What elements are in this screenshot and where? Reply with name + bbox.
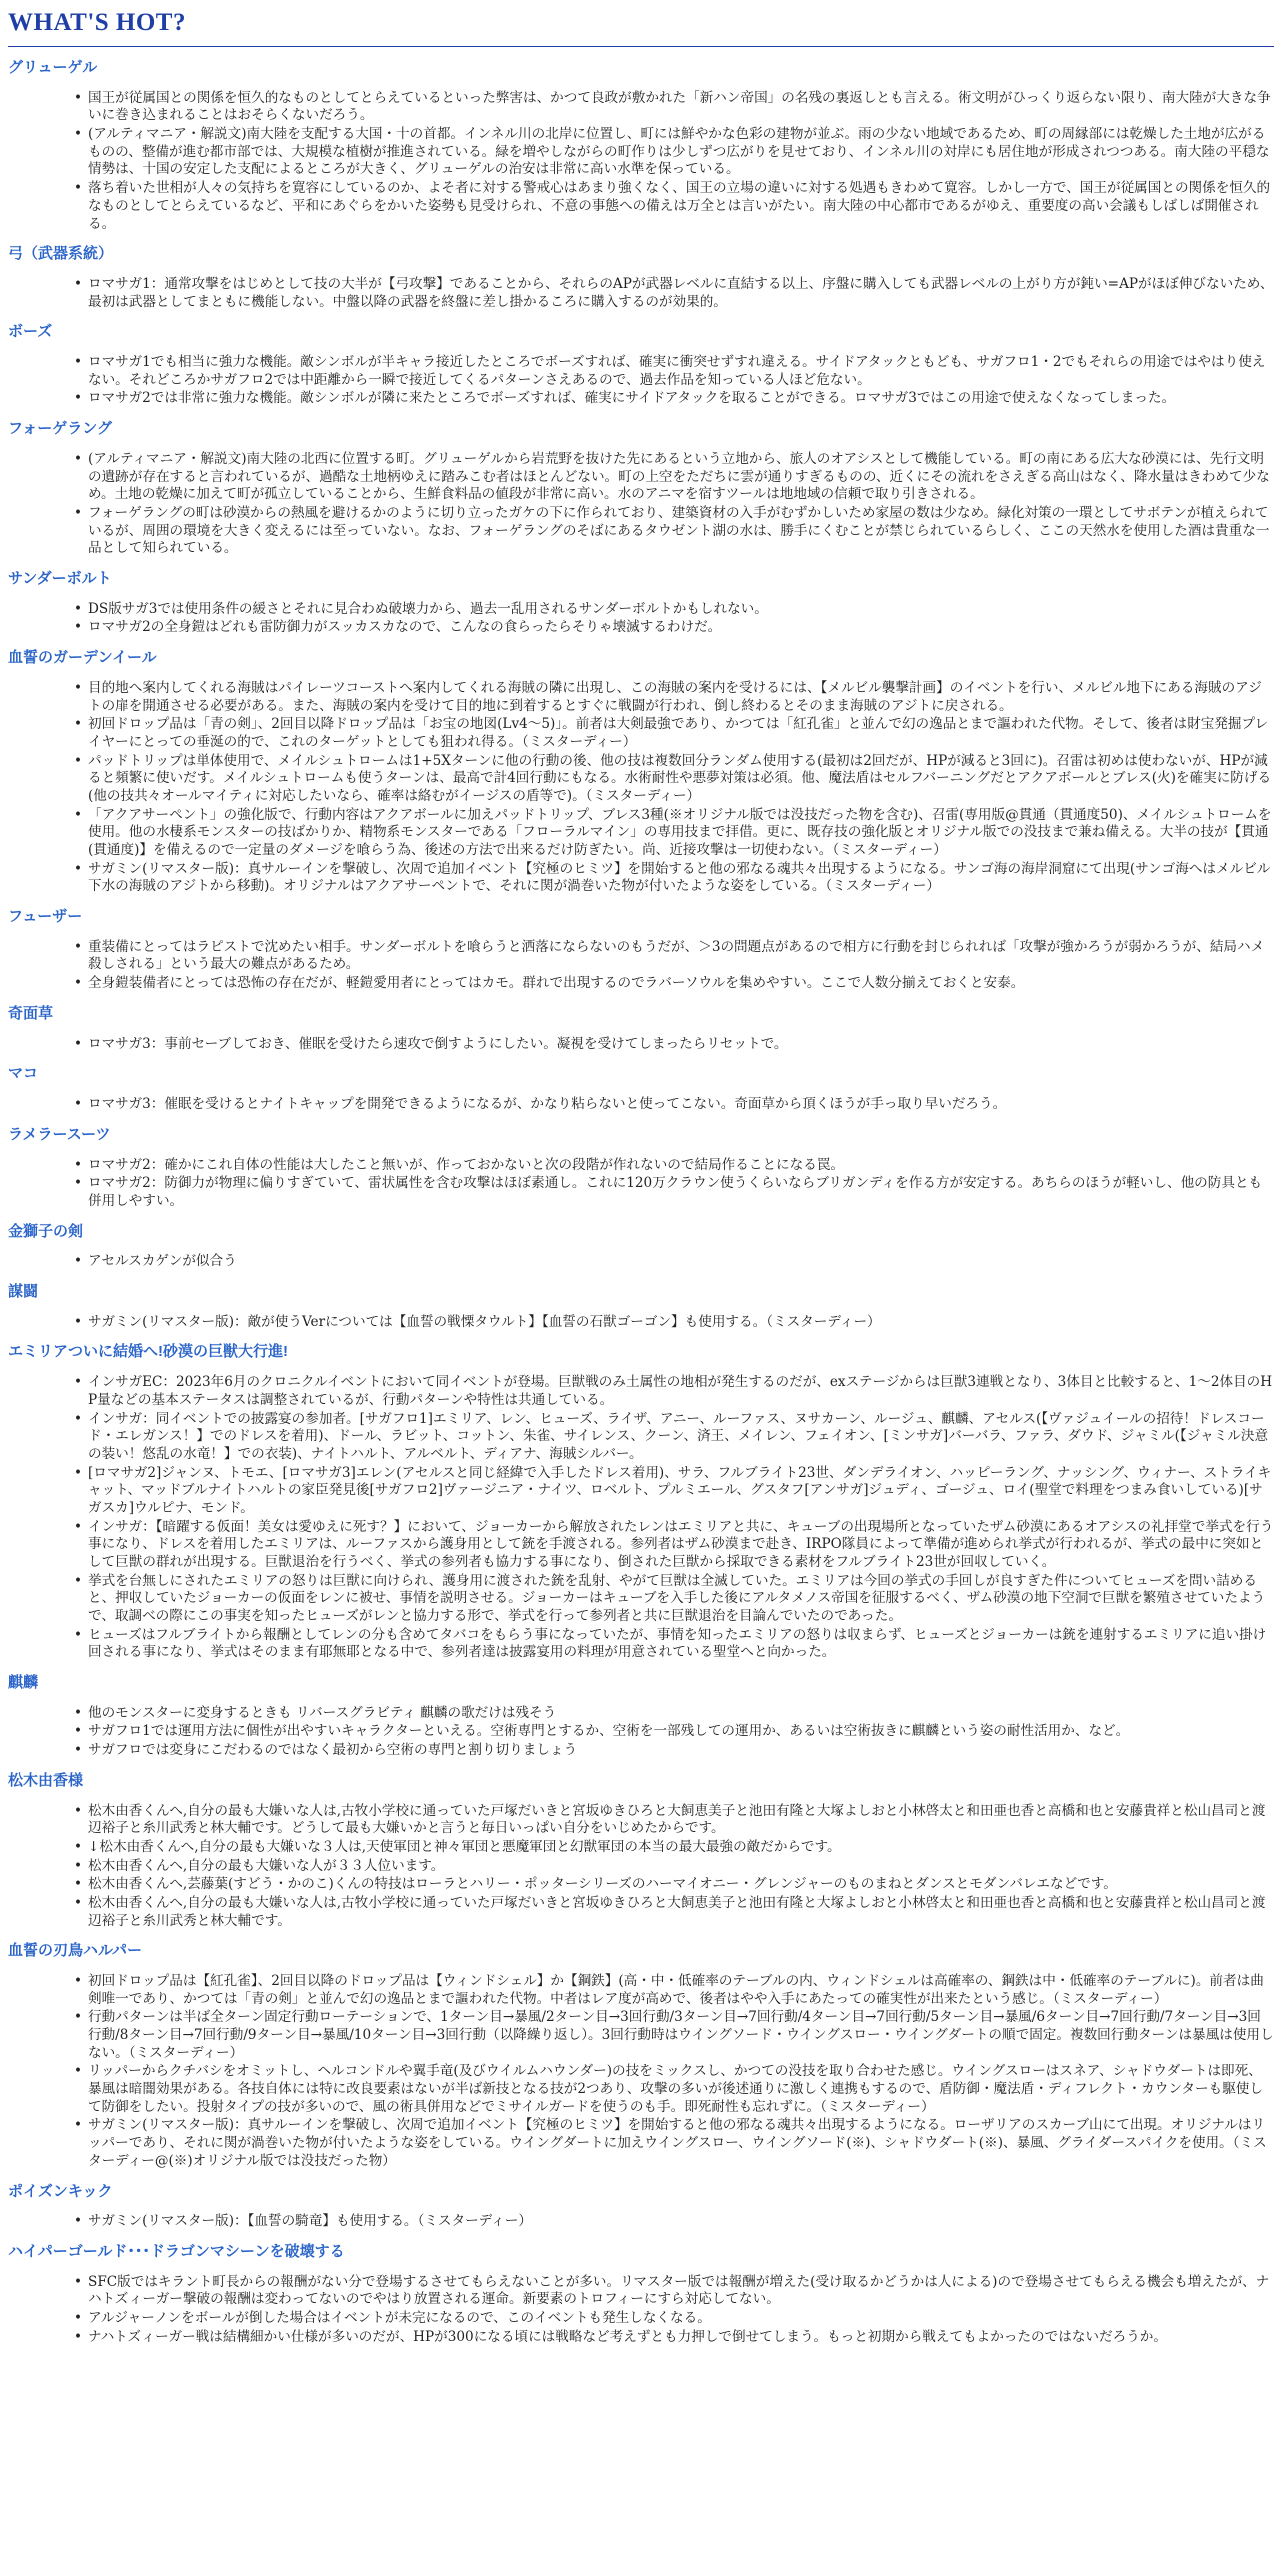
section — [8, 907, 1274, 993]
list-item: • ロマサガ1：通常攻撃をはじめとして技の大半が【弓攻撃】であることから、それらのAPが武器レベルに直結する以上、序盤に購入しても武器レベルの上がり方が鈍い=APがほぼ伸びないため、最初は武器としてまともに機能しない。中盤以降の武器を終盤に差し掛かるころに購入するのが効果的。 — [88, 276, 1274, 311]
section-heading[interactable]: ハイパーゴールド･･･ドラゴンマシーンを破壊する — [8, 2242, 345, 2260]
section-heading[interactable]: 麒麟 — [8, 1674, 39, 1691]
section-heading[interactable]: 血誓のガーデンイール — [8, 649, 157, 667]
section-heading[interactable]: フォーゲラング — [8, 420, 112, 438]
section — [8, 1064, 1274, 1113]
list-item: • SFC版ではキラント町長からの報酬がない分で登場するさせてもらえないことが多い。リマスター版では報酬が増えた(受け取るかどうかは人による)ので登場させてもらえる機会も増えたが、ナハトズィーガー撃破の報酬は変わってないのでやはり放置される運命。新要素のトロフィーにすら対応してない。 — [88, 2274, 1274, 2309]
section — [8, 569, 1274, 637]
section — [8, 58, 1274, 233]
section — [8, 1004, 1274, 1053]
list-item: • [ロマサガ2]ジャンヌ、トモエ、[ロマサガ3]エレン(アセルスと同じ経緯で入手したドレス着用)、サラ、フルブライト23世、ダンデライオン、ハッピーラング、ナッシング、ウィナー、ストライキャット、マッドブルナイトハルトの家臣発見後[サガフロ2]ヴァージニア・ナイツ、ロベルト、プルミエール、グスタフ[アンサガ]ジュディ、ゴージュ、ロイ(聖堂で料理をつまみ食いしている)[サガスカ]ウルピナ、モンド。 — [88, 1465, 1274, 1518]
list-item: • ロマサガ2の全身鎧はどれも雷防御力がスッカスカなので、こんなの食らったらそりゃ壊滅するわけだ。 — [88, 619, 1274, 637]
list-item: • インサガ：同イベントでの披露宴の参加者。[サガフロ1]エミリア、レン、ヒューズ、ライザ、アニー、ルーファス、ヌサカーン、ルージュ、麒麟、アセルス(【ヴァジュイールの招待！ドレスコード・エレガンス！】でのドレスを着用)、ドール、ラビット、コットン、朱雀、サイレンス、クーン、済王、メイレン、フェイオン、[ミンサガ]バーバラ、ファラ、ダウド、ジャミル(【ジャミル決意の装い！悠乱の水竜！】での衣装)、ナイトハルト、アルベルト、ディアナ、海賊シルバー。 — [88, 1411, 1274, 1464]
section-item-list — [8, 1803, 1274, 1931]
list-item: • 国王が従属国との関係を恒久的なものとしてとらえているといった弊害は、かつて良政が敷かれた「新ハン帝国」の名残の裏返しとも言える。術文明がひっくり返らない限り、南大陸が大きな争いに巻き込まれることはおそらくないだろう。 — [88, 90, 1274, 125]
list-item: • フォーゲラングの町は砂漠からの熱風を避けるかのように切り立ったガケの下に作られており、建築資材の入手がむずかしいため家屋の数は少なめ。緑化対策の一環としてサボテンが植えられているが、周囲の環境を大きく変えるには至っていない。なお、フォーゲラングのそばにあるタウゼント湖の水は、勝手にくむことが禁じられているらしく、ここの天然水を使用した酒は貴重な一品として知られている。 — [88, 505, 1274, 558]
section-item-list — [8, 2274, 1274, 2347]
list-item: • 目的地へ案内してくれる海賊はパイレーツコーストへ案内してくれる海賊の隣に出現し、この海賊の案内を受けるには、【メルビル襲撃計画】のイベントを行い、メルビル地下にある海賊のアジトの扉を開通させる必要がある。また、海賊の案内を受けて目的地に到着するとすぐに戦闘が行われ、倒し終わるとそのまま海賊のアジトに戻される。 — [88, 680, 1274, 715]
section — [8, 1342, 1274, 1662]
list-item: • 挙式を台無しにされたエミリアの怒りは巨獣に向けられ、護身用に渡された銃を乱射、やがて巨獣は全滅していた。エミリアは今回の挙式の手回しが良すぎた件についてヒューズを問い詰めると、押収していたジョーカーの仮面をレンに被せ、事情を説明させる。ジョーカーはキューブを入手した後にアルタメノス帝国を征服するべく、ザム砂漠の地下空洞で巨獣を繁殖させていたようで、取調べの際にこの事実を知ったヒューズがレンと協力する形で、挙式を行って参列者と共に巨獣退治を目論んでいたのであった。 — [88, 1573, 1274, 1626]
section — [8, 1125, 1274, 1211]
list-item: • リッパーからクチバシをオミットし、ヘルコンドルや翼手竜(及びウイルムハウンダー)の技をミックスし、かつての没技を取り合わせた感じ。ウイングスローはスネア、シャドウダートは即死、暴風は暗闇効果がある。各技自体には特に改良要素はないが半ば新技となる技が2つあり、攻撃の多いが後述通りに激しく連携もするので、盾防御・魔法盾・ディフレクト・カウンターも駆使して防御をしたい。投射タイプの技が多いので、風の術具併用などでミサイルガードを使うのも手。即死耐性も忘れずに。（ミスターディー） — [88, 2063, 1274, 2116]
list-item: • サガフロでは変身にこだわるのではなく最初から空術の専門と割り切りましょう — [88, 1742, 1274, 1760]
list-item: • 松木由香くんへ,芸藤葉(すどう・かのこ)くんの特技はローラとハリー・ポッターシリーズのハーマイオニー・グレンジャーのものまねとダンスとモダンバレエなどです。 — [88, 1876, 1274, 1894]
list-item: • アルジャーノンをボールが倒した場合はイベントが未完になるので、このイベントも発生しなくなる。 — [88, 2310, 1274, 2328]
list-item: • インサガ：【暗躍する仮面！美女は愛ゆえに死す？】において、ジョーカーから解放されたレンはエミリアと共に、キューブの出現場所となっていたザム砂漠にあるオアシスの礼拝堂で挙式を行う事になり、ドレスを着用したエミリアは、ルーファスから護身用として銃を手渡される。参列者はザム砂漠まで赴き、IRPO隊員によって準備が進められ挙式が行われるが、挙式の最中に突如として巨獣の群れが出現する。巨獣退治を行うべく、挙式の参列者も協力する事になり、倒された巨獣から採取できる素材をフルブライト23世が回収していく。 — [88, 1519, 1274, 1572]
list-item: • ロマサガ2：確かにこれ自体の性能は大したこと無いが、作っておかないと次の段階が作れないので結局作ることになる罠。 — [88, 1157, 1274, 1175]
section-heading[interactable]: グリューゲル — [8, 59, 98, 76]
section — [8, 1673, 1274, 1760]
list-item: • DS版サガ3では使用条件の緩さとそれに見合わぬ破壊力から、過去一乱用されるサンダーボルトかもしれない。 — [88, 601, 1274, 619]
list-item: • 行動パターンは半ば全ターン固定行動ローテーションで、1ターン目→暴風/2ターン目→3回行動/3ターン目→7回行動/4ターン目→7回行動/5ターン目→暴風/6ターン目→7回行動/7ターン目→3回行動/8ターン目→7回行動/9ターン目→暴風/10ターン目→3回行動（以降繰り返し）。3回行動時はウイングソード・ウイングスロー・ウイングダートの順で固定。複数回行動ターンは暴風は使用しない。（ミスターディー） — [88, 2009, 1274, 2062]
list-item: • サガミン(リマスター版)：真サルーインを撃破し、次周で追加イベント【究極のヒミツ】を開始すると他の邪なる魂共々出現するようになる。ローザリアのスカーブ山にて出現。オリジナルはリッパーであり、それに関が渦巻いた物が付いたような姿をしている。ウイングダートに加えウイングスロー、ウイングソード(※)、シャドウダート(※)、暴風、グライダースパイクを使用。（ミスターディー@(※)オリジナル版では没技だった物） — [88, 2117, 1274, 2170]
section-item-list — [8, 276, 1274, 311]
section — [8, 648, 1274, 896]
section-item-list — [8, 1705, 1274, 1760]
list-item: • 「アクアサーペント」の強化版で、行動内容はアクアボールに加えパッドトリップ、ブレス3種(※オリジナル版では没技だった物を含む)、召雷(専用版@貫通（貫通度50)、メイルシュトロームを使用。他の水棲系モンスターの技ばかりか、精物系モンスターである「フローラルマイン」の専用技まで拝借。更に、既存技の強化版とオリジナル版での没技まで兼ね備える。大半の技が【貫通(貫通度)】を備えるので一定量のダメージを喰らう為、後述の方法で出来るだけ防ぎたい。尚、近接攻撃は一切使わない。（ミスターディー） — [88, 807, 1274, 860]
list-item: • ロマサガ2：防御力が物理に偏りすぎていて、雷状属性を含む攻撃はほぼ素通し。これに120万クラウン使うくらいならブリガンディを作る方が安定する。あちらのほうが軽いし、他の防具とも併用しやすい。 — [88, 1175, 1274, 1210]
section-heading[interactable]: エミリアついに結婚へ!砂漠の巨獣大行進! — [8, 1343, 288, 1361]
section-heading[interactable]: 弓（武器系統） — [8, 245, 114, 263]
section-heading[interactable]: ボーズ — [8, 323, 53, 341]
list-item: • ヒューズはフルブライトから報酬としてレンの分も含めてタバコをもらう事になっていたが、事情を知ったエミリアの怒りは収まらず、ヒューズとジョーカーは銃を連射するエミリアに追い掛け回される事になり、挙式はそのまま有耶無耶となる中で、参列者達は披露宴用の料理が用意されている聖堂へと向かった。 — [88, 1627, 1274, 1662]
list-item: • ↓松木由香くんへ,自分の最も大嫌いな３人は,天使軍団と神々軍団と悪魔軍団と幻獣軍団の本当の最大最強の敵だからです。 — [88, 1839, 1274, 1857]
list-item: • ロマサガ3：事前セーブしておき、催眠を受けたら速攻で倒すようにしたい。凝視を受けてしまったらリセットで。 — [88, 1036, 1274, 1054]
section — [8, 1282, 1274, 1331]
section-heading[interactable]: 謀闘 — [8, 1282, 39, 1300]
section — [8, 1222, 1274, 1271]
section-heading[interactable]: ラメラースーツ — [8, 1125, 111, 1143]
section-item-list — [8, 451, 1274, 558]
section-heading[interactable]: 血誓の刃鳥ハルパー — [8, 1942, 142, 1960]
section-item-list — [8, 1973, 1274, 2170]
section — [8, 244, 1274, 311]
section-item-list — [8, 1157, 1274, 1211]
section — [8, 1771, 1274, 1931]
page-title: WHAT'S HOT? — [8, 6, 1274, 47]
section-item-list — [8, 601, 1274, 637]
section-heading[interactable]: サンダーボルト — [8, 569, 112, 587]
section-item-list — [8, 680, 1274, 896]
section-heading[interactable]: ポイズンキック — [8, 2182, 113, 2200]
list-item: • サガミン(リマスター版)：敵が使うVerについては【血誓の戦慄タウルト】【血誓の石獣ゴーゴン】も使用する。（ミスターディー） — [88, 1314, 1274, 1332]
list-item: • サガミン(リマスター版)：【血誓の騎竜】も使用する。（ミスターディー） — [88, 2213, 1274, 2231]
list-item: • (アルティマニア・解説文)南大陸を支配する大国・十の首都。インネル川の北岸に位置し、町には鮮やかな色彩の建物が並ぶ。雨の少ない地域であるため、町の周縁部には乾燥した土地が広がるものの、整備が進む都市部では、大規模な植樹が推進されている。緑を増やしながらの町作りは少しずつ広がりを見せており、インネル川の対岸にも居住地が形成されつつある。南大陸の平穏な情勢は、十国の安定した支配によるところが大きく、グリューゲルの治安は非常に高い水準を保っている。 — [88, 126, 1274, 179]
list-item: • アセルスカゲンが似合う — [88, 1253, 1274, 1271]
section-heading[interactable]: フューザー — [8, 907, 83, 925]
list-item: • 初回ドロップ品は【紅孔雀】、2回目以降のドロップ品は【ウィンドシェル】か【鋼鉄】(高・中・低確率のテーブルの内、ウィンドシェルは高確率の、鋼鉄は中・低確率のテーブルに)。前者は曲剣唯一であり、かつては「青の剣」と並んで幻の逸品とまで謳われた代物。中者はレア度が高めで、後者はやや入手にあたっての確実性が出来たという感じ。（ミスターディー） — [88, 1973, 1274, 2008]
section-item-list — [8, 354, 1274, 408]
section — [8, 1941, 1274, 2170]
section — [8, 419, 1274, 558]
section — [8, 322, 1274, 408]
list-item: • インサガEC：2023年6月のクロニクルイベントにおいて同イベントが登場。巨獣戦のみ土属性の地相が発生するのだが、exステージからは巨獣3連戦となり、3体目と比較すると、1～2体目のHP量などの基本ステータスは調整されているが、行動パターンや特性は共通している。 — [88, 1374, 1274, 1409]
list-item: • ナハトズィーガー戦は結構細かい仕様が多いのだが、HPが300になる頃には戦略など考えずとも力押しで倒せてしまう。もっと初期から戦えてもよかったのではないだろうか。 — [88, 2329, 1274, 2347]
list-item: • ロマサガ2では非常に強力な機能。敵シンボルが隣に来たところでボーズすれば、確実にサイドアタックを取ることができる。ロマサガ3ではこの用途で使えなくなってしまった。 — [88, 390, 1274, 408]
section-heading[interactable]: マコ — [8, 1065, 39, 1083]
section-item-list — [8, 90, 1274, 233]
list-item: • 落ち着いた世相が人々の気持ちを寛容にしているのか、よそ者に対する警戒心はあまり強くなく、国王の立場の違いに対する処遇もきわめて寛容。しかし一方で、国王が従属国との関係を恒久的なものとしてとらえているなど、平和にあぐらをかいた姿勢も見受けられ、不意の事態への備えは万全とは言いがたい。南大陸の中心都市であるがゆえ、重要度の高い会議もしばしば開催される。 — [88, 180, 1274, 233]
section-heading[interactable]: 奇面草 — [8, 1004, 54, 1022]
section-item-list — [8, 1036, 1274, 1054]
list-item: • 松木由香くんへ,自分の最も大嫌いな人は,古牧小学校に通っていた戸塚だいきと宮坂ゆきひろと大飼恵美子と池田有隆と大塚よしおと小林啓太と和田亜也香と高橋和也と安藤貴祥と松山昌司と渡辺裕子と糸川武秀と林大輔です。どうして最も大嫌いかと言うと毎日いっぱい自分をいじめたからです。 — [88, 1803, 1274, 1838]
section-item-list — [8, 1314, 1274, 1332]
list-item: • 重装備にとってはラピストで沈めたい相手。サンダーボルトを喰らうと洒落にならないのもうだが、＞3の問題点があるので相方に行動を封じられれば「攻撃が強かろうが弱かろうが、結局ハメ殺しされる」という最大の難点があるため。 — [88, 939, 1274, 974]
section-item-list — [8, 939, 1274, 993]
list-item: • 他のモンスターに変身するときも リバースグラビティ 麒麟の歌だけは残そう — [88, 1705, 1274, 1723]
section-item-list — [8, 1374, 1274, 1662]
section — [8, 2242, 1274, 2346]
section-item-list — [8, 1096, 1274, 1114]
list-item: • 松木由香くんへ,自分の最も大嫌いな人は,古牧小学校に通っていた戸塚だいきと宮坂ゆきひろと大飼恵美子と池田有隆と大塚よしおと小林啓太と和田亜也香と高橋和也と安藤貴祥と松山昌司と渡辺裕子と糸川武秀と林大輔です。 — [88, 1895, 1274, 1930]
list-item: • ロマサガ3：催眠を受けるとナイトキャップを開発できるようになるが、かなり粘らないと使ってこない。奇面草から頂くほうが手っ取り早いだろう。 — [88, 1096, 1274, 1114]
list-item: • パッドトリップは単体使用で、メイルシュトロームは1+5Xターンに他の行動の後、他の技は複数回分ランダム使用する(最初は2回だが、HPが減ると3回に)。召雷は初めは使わないが、HPが減ると頻繁に使いだす。メイルシュトロームも使うターンは、最高で計4回行動にもなる。水術耐性や悪夢対策は必須。他、魔法盾はセルフバーニングだとアクアボールとブレス(火)を確実に防げる(他の技共々オールマイティに対応したいなら、確率は絡むがイージスの盾等で)。（ミスターディー） — [88, 753, 1274, 806]
section-heading[interactable]: 金獅子の剣 — [8, 1222, 84, 1240]
section-item-list — [8, 2213, 1274, 2231]
list-item: • 初回ドロップ品は「青の剣」、2回目以降ドロップ品は「お宝の地図(Lv4～5)」。前者は大剣最強であり、かつては「紅孔雀」と並んで幻の逸品とまで謳われた代物。そして、後者は財宝発掘プレイヤーにとっての垂涎の的で、これのターゲットとしても狙われ得る。（ミスターディー） — [88, 716, 1274, 751]
section — [8, 2182, 1274, 2231]
sections-container — [8, 58, 1274, 2346]
list-item: • ロマサガ1でも相当に強力な機能。敵シンボルが半キャラ接近したところでボーズすれば、確実に衝突せずすれ違える。サイドアタックともども、サガフロ1・2でもそれらの用途ではやはり使えない。それどころかサガフロ2では中距離から一瞬で接近してくるパターンさえあるので、過去作品を知っている人ほど危ない。 — [88, 354, 1274, 389]
list-item: • サガミン(リマスター版)：真サルーインを撃破し、次周で追加イベント【究極のヒミツ】を開始すると他の邪なる魂共々出現するようになる。サンゴ海の海岸洞窟にて出現(サンゴ海へはメルビル下水の海賊のアジトから移動)。オリジナルはアクアサーペントで、それに関が渦巻いた物が付いたような姿をしている。（ミスターディー） — [88, 861, 1274, 896]
list-item: • 全身鎧装備者にとっては恐怖の存在だが、軽鎧愛用者にとってはカモ。群れで出現するのでラバーソウルを集めやすい。ここで人数分揃えておくと安泰。 — [88, 975, 1274, 993]
list-item: • サガフロ1では運用方法に個性が出やすいキャラクターといえる。空術専門とするか、空術を一部残しての運用か、あるいは空術抜きに麒麟という姿の耐性活用か、など。 — [88, 1723, 1274, 1741]
section-item-list — [8, 1253, 1274, 1271]
list-item: • (アルティマニア・解説文)南大陸の北西に位置する町。グリューゲルから岩荒野を抜けた先にあるという立地から、旅人のオアシスとして機能している。町の南にある広大な砂漠には、先行文明の遺跡が存在すると言われているが、過酷な土地柄ゆえに踏みこむ者はほとんどない。町の上空をただちに雲が通りすぎるものの、近くにその流れをさえぎる高山はなく、降水量はきわめて少なめ。土地の乾燥に加えて町が孤立していることから、生鮮食料品の値段が非常に高い。水のアニマを宿すツールは地地域の信頼で取り引きされる。 — [88, 451, 1274, 504]
list-item: • 松木由香くんへ,自分の最も大嫌いな人が３３人位います。 — [88, 1858, 1274, 1876]
section-heading[interactable]: 松木由香様 — [8, 1771, 84, 1789]
